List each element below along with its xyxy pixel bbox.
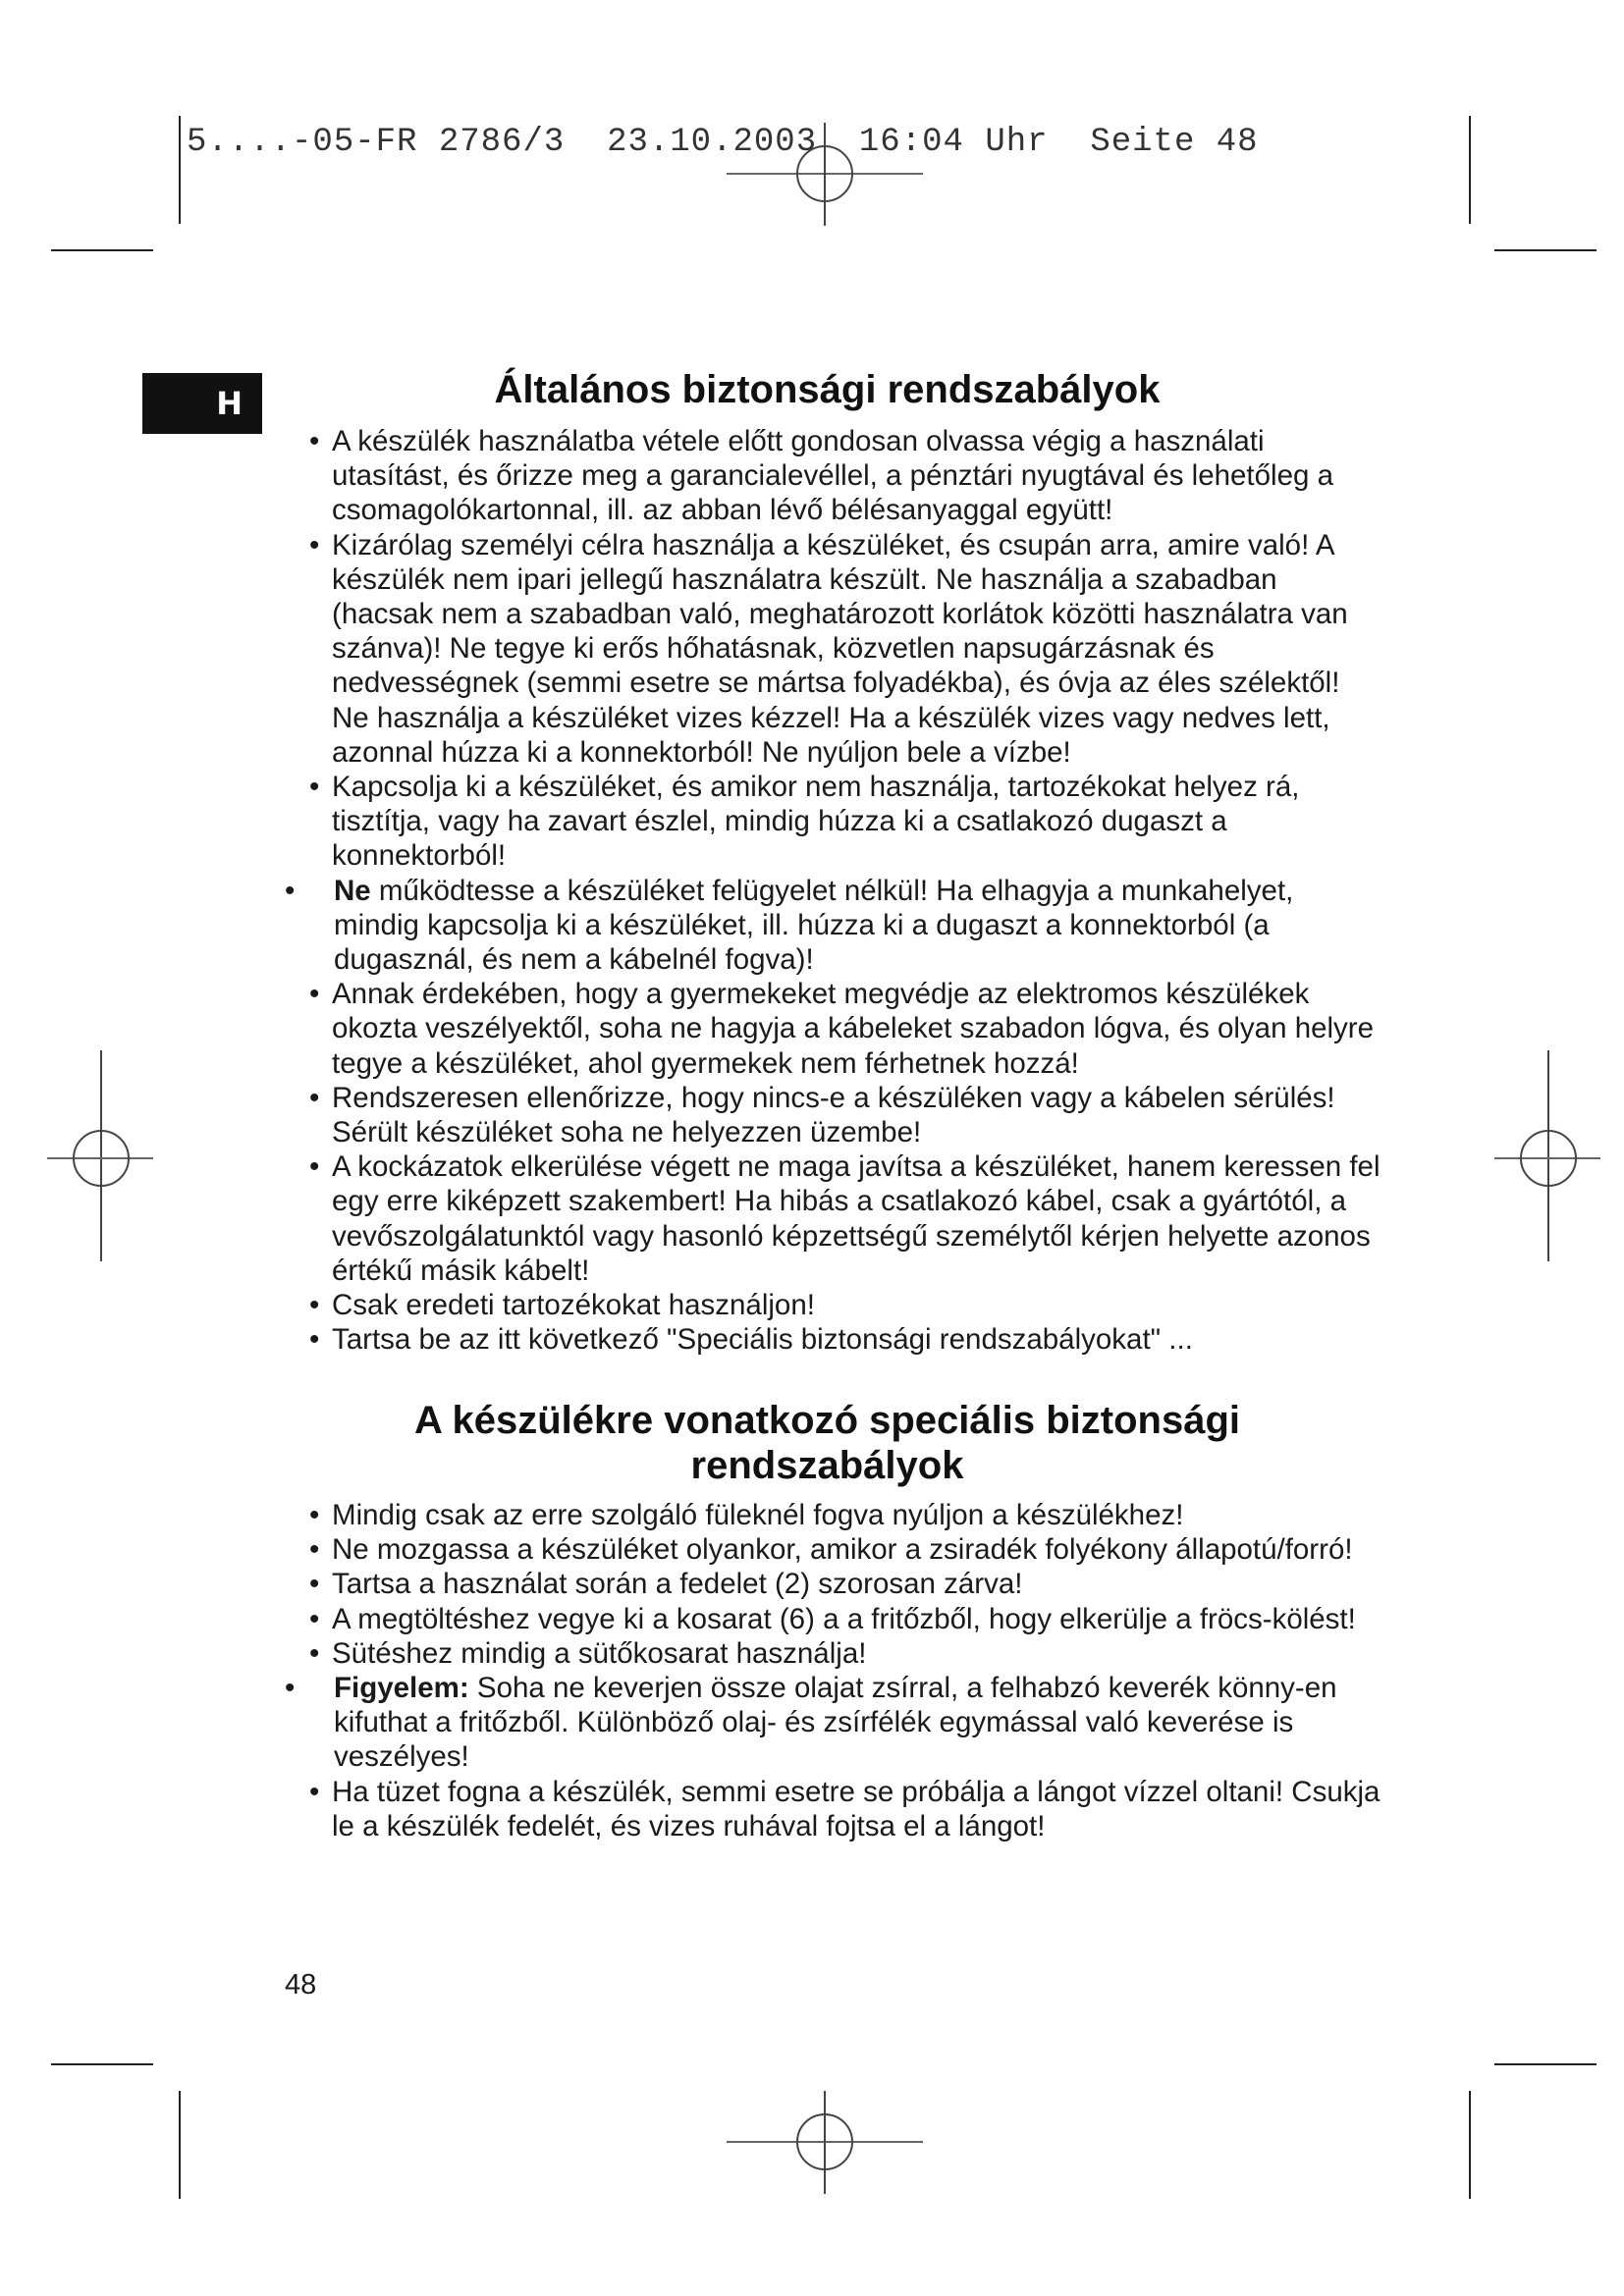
crop-mark-bottom-right-vertical bbox=[1469, 2091, 1471, 2199]
list-item: • A megtöltéshez vegye ki a kosarat (6) a a fritőzből, hogy elkerülje a fröcs-kölést! bbox=[309, 1602, 1356, 1635]
list-item: • Tartsa be az itt következő "Speciális biztonsági rendszabályokat" ... bbox=[309, 1323, 1193, 1357]
list-item: • A kockázatok elkerülése végett ne maga javítsa a készüléket, hanem keressen fel egy erre kiképzett szakembert! Ha hibás a csatlakozó kábel, csak a gyártótól, a vevőszolgálatunktól vagy hasonló képzettségű személytől kérjen helyette azonos értékű másik kábelt! bbox=[309, 1150, 1380, 1287]
general-safety-list bbox=[285, 424, 1384, 1357]
registration-mark-left-icon bbox=[47, 1050, 155, 1266]
list-item: • Ne mozgassa a készüléket olyankor, amikor a zsiradék folyékony állapotú/forró! bbox=[309, 1533, 1353, 1567]
list-item: • Kizárólag személyi célra használja a készüléket, és csupán arra, amire való! A készülék nem ipari jellegű használatra készült. Ne használja a szabadban (hacsak nem a szabadban való, meghatározott korlátok közötti használatra van szánva)! Ne tegye ki erős hőhatásnak, közvetlen napsugárzásnak és nedvességnek (semmi esetre se mártsa folyadékba), és óvja az éles szélektől! Ne használja a készüléket vizes kézzel! Ha a készülék vizes vagy nedves lett, azonnal húzza ki a konnektorból! Ne nyúljon bele a vízbe! bbox=[309, 528, 1348, 769]
list-item: • Ne működtesse a készüléket felügyelet nélkül! Ha elhagyja a munkahelyet, mindig kapcsolja ki a készüléket, ill. húzza ki a dugaszt a konnektorból (a dugasznál, és nem a kábelnél fogva)! bbox=[285, 874, 1294, 977]
list-item: • Mindig csak az erre szolgáló füleknél fogva nyúljon a készülékhez! bbox=[309, 1499, 1184, 1531]
list-item: • Kapcsolja ki a készüléket, és amikor nem használja, tartozékokat helyez rá, tisztítja, vagy ha zavart észlel, mindig húzza ki a csatlakozó dugaszt a konnektorból! bbox=[309, 771, 1300, 873]
crop-mark-bottom-right-horizontal bbox=[1494, 2063, 1597, 2065]
list-item: • Sütéshez mindig a sütőkosarat használja! bbox=[309, 1636, 867, 1670]
registration-mark-bottom-icon bbox=[717, 2091, 933, 2199]
section-title-general-safety: Általános biztonsági rendszabályok bbox=[494, 368, 1161, 411]
registration-mark-right-icon bbox=[1494, 1050, 1602, 1266]
list-item: • Ha tüzet fogna a készülék, semmi esetre se próbálja a lángot vízzel oltani! Csukja le a készülék fedelét, és vizes ruhával fojtsa el a lángot! bbox=[309, 1775, 1380, 1842]
crop-mark-top-left-horizontal bbox=[51, 249, 153, 251]
crop-mark-top-right-horizontal bbox=[1494, 249, 1597, 251]
crop-mark-bottom-left-vertical bbox=[179, 2091, 181, 2199]
list-item: • Tartsa a használat során a fedelet (2) szorosan zárva! bbox=[309, 1568, 1023, 1601]
language-tab: H bbox=[142, 373, 262, 434]
list-item: • A készülék használatba vétele előtt gondosan olvassa végig a használati utasítást, és őrizze meg a garancialevéllel, a pénztári nyugtával és lehetőleg a csomagolókartonnal, ill. az abban lévő bélésanyaggal együtt! bbox=[309, 425, 1333, 527]
special-safety-list bbox=[285, 1498, 1384, 1843]
list-item: • Rendszeresen ellenőrizze, hogy nincs-e a készüléken vagy a kábelen sérülés! Sérült készüléket soha ne helyezzen üzembe! bbox=[309, 1081, 1335, 1149]
crop-mark-top-left-vertical bbox=[179, 116, 181, 224]
print-slug: 5....-05-FR 2786/3 23.10.2003 16:04 Uhr Seite 48 bbox=[187, 124, 1259, 161]
page-number: 48 bbox=[285, 1969, 317, 2001]
list-item: • Figyelem: Soha ne keverjen össze olajat zsírral, a felhabzó keverék könny-en kifuthat a fritőzből. Különböző olaj- és zsírfélék egymással való keverése is veszélyes! bbox=[285, 1672, 1337, 1774]
section-title-special-safety bbox=[285, 1398, 1370, 1488]
crop-mark-bottom-left-horizontal bbox=[51, 2063, 153, 2065]
list-item: • Csak eredeti tartozékokat használjon! bbox=[309, 1289, 815, 1322]
section-title-line-2: rendszabályok bbox=[690, 1444, 964, 1487]
list-item: • Annak érdekében, hogy a gyermekeket megvédje az elektromos készülékek okozta veszélyektől, soha ne hagyja a kábeleket szabadon lógva, és olyan helyre tegye a készüléket, ahol gyermekek nem férhetnek hozzá! bbox=[309, 978, 1375, 1080]
crop-mark-top-right-vertical bbox=[1469, 116, 1471, 224]
section-title-line-1: A készülékre vonatkozó speciális biztonsági bbox=[413, 1399, 1240, 1442]
